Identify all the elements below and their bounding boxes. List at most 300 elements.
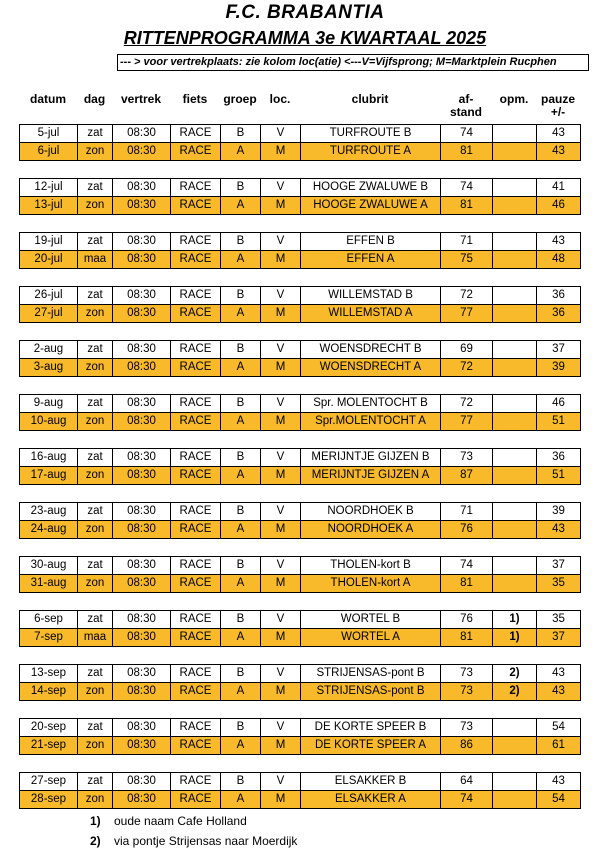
cell-fiets: RACE (171, 197, 221, 215)
cell-dag: maa (78, 629, 113, 647)
cell-dag: zat (78, 233, 113, 251)
cell-opm (493, 737, 537, 755)
spacer-cell (261, 161, 301, 179)
cell-clubrit: ELSAKKER B (301, 773, 441, 791)
spacer-row (20, 377, 581, 395)
spacer-cell (78, 269, 113, 287)
cell-dag: zon (78, 467, 113, 485)
cell-opm (493, 287, 537, 305)
cell-fiets: RACE (171, 341, 221, 359)
spacer-cell (493, 755, 537, 773)
spacer-cell (20, 377, 78, 395)
spacer-cell (20, 431, 78, 449)
cell-opm: 2) (493, 683, 537, 701)
footnote (90, 834, 297, 848)
cell-groep: B (221, 179, 261, 197)
ride-row-group-a (20, 251, 581, 269)
cell-opm (493, 773, 537, 791)
cell-afstand: 77 (441, 305, 493, 323)
header-opm: opm. (499, 92, 529, 106)
cell-clubrit: WORTEL B (301, 611, 441, 629)
cell-datum: 2-aug (20, 341, 78, 359)
cell-datum: 3-aug (20, 359, 78, 377)
cell-datum: 26-jul (20, 287, 78, 305)
spacer-cell (261, 485, 301, 503)
spacer-cell (221, 431, 261, 449)
spacer-cell (113, 323, 171, 341)
cell-opm (493, 413, 537, 431)
ride-row-group-a (20, 143, 581, 161)
spacer-cell (493, 485, 537, 503)
cell-afstand: 76 (441, 521, 493, 539)
cell-groep: A (221, 251, 261, 269)
spacer-cell (171, 539, 221, 557)
spacer-cell (537, 647, 581, 665)
cell-groep: A (221, 791, 261, 809)
spacer-cell (113, 593, 171, 611)
cell-clubrit: THOLEN-kort B (301, 557, 441, 575)
cell-pauze: 51 (537, 467, 581, 485)
cell-vertrek: 08:30 (113, 467, 171, 485)
cell-vertrek: 08:30 (113, 413, 171, 431)
cell-pauze: 43 (537, 773, 581, 791)
cell-loc: M (261, 305, 301, 323)
cell-pauze: 43 (537, 683, 581, 701)
cell-groep: A (221, 467, 261, 485)
cell-groep: A (221, 413, 261, 431)
cell-datum: 5-jul (20, 125, 78, 143)
cell-vertrek: 08:30 (113, 233, 171, 251)
cell-vertrek: 08:30 (113, 359, 171, 377)
spacer-cell (301, 431, 441, 449)
spacer-row (20, 269, 581, 287)
cell-clubrit: WILLEMSTAD A (301, 305, 441, 323)
schedule-title: RITTENPROGRAMMA 3e KWARTAAL 2025 (123, 28, 487, 48)
cell-loc: V (261, 503, 301, 521)
spacer-cell (171, 269, 221, 287)
spacer-cell (493, 593, 537, 611)
cell-datum: 12-jul (20, 179, 78, 197)
cell-opm (493, 557, 537, 575)
ride-row-group-a (20, 359, 581, 377)
spacer-cell (221, 755, 261, 773)
spacer-cell (171, 485, 221, 503)
cell-loc: M (261, 467, 301, 485)
cell-opm: 1) (493, 629, 537, 647)
cell-opm (493, 467, 537, 485)
cell-groep: A (221, 575, 261, 593)
spacer-cell (113, 215, 171, 233)
spacer-cell (221, 485, 261, 503)
cell-loc: V (261, 665, 301, 683)
cell-datum: 16-aug (20, 449, 78, 467)
cell-opm (493, 395, 537, 413)
cell-dag: zon (78, 197, 113, 215)
cell-afstand: 71 (441, 503, 493, 521)
cell-dag: zat (78, 665, 113, 683)
cell-dag: maa (78, 251, 113, 269)
ride-row-group-b (20, 395, 581, 413)
spacer-cell (171, 755, 221, 773)
cell-pauze: 46 (537, 395, 581, 413)
cell-loc: V (261, 179, 301, 197)
spacer-cell (113, 647, 171, 665)
spacer-cell (78, 647, 113, 665)
spacer-cell (537, 755, 581, 773)
header-fiets: fiets (182, 92, 208, 106)
spacer-cell (537, 593, 581, 611)
spacer-row (20, 755, 581, 773)
spacer-cell (221, 377, 261, 395)
spacer-cell (493, 269, 537, 287)
cell-loc: M (261, 143, 301, 161)
cell-opm (493, 125, 537, 143)
cell-fiets: RACE (171, 143, 221, 161)
spacer-row (20, 431, 581, 449)
spacer-cell (301, 755, 441, 773)
cell-dag: zat (78, 179, 113, 197)
cell-vertrek: 08:30 (113, 143, 171, 161)
cell-loc: V (261, 773, 301, 791)
spacer-cell (537, 269, 581, 287)
cell-vertrek: 08:30 (113, 449, 171, 467)
cell-opm (493, 575, 537, 593)
spacer-cell (78, 215, 113, 233)
cell-pauze: 54 (537, 719, 581, 737)
ride-row-group-b (20, 233, 581, 251)
cell-afstand: 87 (441, 467, 493, 485)
cell-vertrek: 08:30 (113, 251, 171, 269)
spacer-cell (20, 701, 78, 719)
cell-afstand: 72 (441, 287, 493, 305)
ride-row-group-a (20, 305, 581, 323)
spacer-cell (78, 323, 113, 341)
footnote-text: oude naam Cafe Holland (114, 814, 247, 828)
cell-fiets: RACE (171, 395, 221, 413)
ride-row-group-a (20, 467, 581, 485)
cell-clubrit: DE KORTE SPEER A (301, 737, 441, 755)
ride-row-group-b (20, 449, 581, 467)
cell-dag: zat (78, 287, 113, 305)
cell-groep: A (221, 521, 261, 539)
cell-pauze: 43 (537, 665, 581, 683)
cell-fiets: RACE (171, 719, 221, 737)
spacer-cell (537, 701, 581, 719)
cell-groep: B (221, 611, 261, 629)
cell-datum: 7-sep (20, 629, 78, 647)
cell-dag: zat (78, 449, 113, 467)
cell-vertrek: 08:30 (113, 611, 171, 629)
spacer-cell (20, 647, 78, 665)
cell-datum: 21-sep (20, 737, 78, 755)
cell-opm (493, 719, 537, 737)
cell-datum: 13-jul (20, 197, 78, 215)
spacer-cell (78, 593, 113, 611)
cell-opm (493, 449, 537, 467)
cell-loc: V (261, 233, 301, 251)
cell-afstand: 72 (441, 359, 493, 377)
cell-pauze: 43 (537, 143, 581, 161)
spacer-cell (113, 161, 171, 179)
cell-datum: 10-aug (20, 413, 78, 431)
spacer-cell (441, 755, 493, 773)
cell-pauze: 39 (537, 503, 581, 521)
cell-vertrek: 08:30 (113, 287, 171, 305)
cell-clubrit: Spr.MOLENTOCHT A (301, 413, 441, 431)
ride-row-group-a (20, 629, 581, 647)
cell-clubrit: THOLEN-kort A (301, 575, 441, 593)
location-note: --- > voor vertrekplaats: zie kolom loc(atie) <---V=Vijfsprong; M=Marktplein Rucphen (117, 54, 589, 71)
cell-afstand: 71 (441, 233, 493, 251)
cell-groep: B (221, 341, 261, 359)
cell-clubrit: NOORDHOEK A (301, 521, 441, 539)
cell-dag: zon (78, 413, 113, 431)
cell-opm (493, 251, 537, 269)
cell-fiets: RACE (171, 791, 221, 809)
cell-clubrit: TURFROUTE A (301, 143, 441, 161)
spacer-cell (171, 701, 221, 719)
cell-groep: A (221, 737, 261, 755)
cell-loc: V (261, 125, 301, 143)
cell-datum: 13-sep (20, 665, 78, 683)
cell-opm (493, 143, 537, 161)
ride-row-group-b (20, 611, 581, 629)
spacer-cell (113, 269, 171, 287)
spacer-row (20, 647, 581, 665)
spacer-cell (171, 431, 221, 449)
cell-datum: 6-sep (20, 611, 78, 629)
spacer-cell (171, 377, 221, 395)
cell-groep: B (221, 719, 261, 737)
spacer-cell (441, 431, 493, 449)
ride-row-group-a (20, 197, 581, 215)
cell-loc: V (261, 287, 301, 305)
spacer-cell (441, 539, 493, 557)
cell-pauze: 51 (537, 413, 581, 431)
cell-datum: 24-aug (20, 521, 78, 539)
cell-dag: zon (78, 737, 113, 755)
cell-groep: B (221, 665, 261, 683)
spacer-cell (301, 323, 441, 341)
cell-loc: M (261, 413, 301, 431)
cell-datum: 27-jul (20, 305, 78, 323)
cell-clubrit: STRIJENSAS-pont B (301, 683, 441, 701)
spacer-cell (113, 755, 171, 773)
cell-fiets: RACE (171, 233, 221, 251)
cell-pauze: 46 (537, 197, 581, 215)
cell-afstand: 76 (441, 611, 493, 629)
cell-fiets: RACE (171, 629, 221, 647)
spacer-row (20, 539, 581, 557)
cell-loc: V (261, 611, 301, 629)
cell-clubrit: WOENSDRECHT A (301, 359, 441, 377)
cell-datum: 6-jul (20, 143, 78, 161)
cell-afstand: 73 (441, 683, 493, 701)
cell-afstand: 81 (441, 629, 493, 647)
spacer-cell (301, 701, 441, 719)
cell-dag: zon (78, 143, 113, 161)
cell-fiets: RACE (171, 503, 221, 521)
cell-opm (493, 305, 537, 323)
spacer-cell (20, 485, 78, 503)
cell-opm: 2) (493, 665, 537, 683)
ride-row-group-b (20, 179, 581, 197)
ride-row-group-a (20, 737, 581, 755)
spacer-cell (493, 323, 537, 341)
spacer-cell (493, 647, 537, 665)
cell-fiets: RACE (171, 449, 221, 467)
spacer-cell (20, 161, 78, 179)
header-afstand (440, 93, 492, 119)
ride-row-group-b (20, 773, 581, 791)
spacer-cell (301, 593, 441, 611)
cell-vertrek: 08:30 (113, 719, 171, 737)
cell-afstand: 73 (441, 449, 493, 467)
spacer-cell (221, 593, 261, 611)
ride-row-group-a (20, 521, 581, 539)
cell-pauze: 41 (537, 179, 581, 197)
spacer-cell (441, 485, 493, 503)
spacer-cell (20, 593, 78, 611)
ride-row-group-b (20, 665, 581, 683)
header-loc: loc. (269, 92, 291, 106)
cell-dag: zon (78, 305, 113, 323)
cell-fiets: RACE (171, 665, 221, 683)
cell-fiets: RACE (171, 125, 221, 143)
cell-fiets: RACE (171, 179, 221, 197)
spacer-cell (20, 215, 78, 233)
cell-loc: M (261, 521, 301, 539)
cell-vertrek: 08:30 (113, 557, 171, 575)
cell-clubrit: HOOGE ZWALUWE A (301, 197, 441, 215)
spacer-cell (221, 323, 261, 341)
cell-fiets: RACE (171, 287, 221, 305)
spacer-cell (261, 647, 301, 665)
cell-loc: V (261, 449, 301, 467)
cell-datum: 19-jul (20, 233, 78, 251)
spacer-row (20, 593, 581, 611)
cell-fiets: RACE (171, 467, 221, 485)
cell-opm (493, 197, 537, 215)
header-pauze (536, 93, 580, 119)
ride-row-group-b (20, 341, 581, 359)
ride-row-group-a (20, 575, 581, 593)
cell-clubrit: TURFROUTE B (301, 125, 441, 143)
header-pauze-line1: pauze (540, 92, 575, 106)
ride-row-group-b (20, 287, 581, 305)
cell-vertrek: 08:30 (113, 125, 171, 143)
spacer-cell (261, 755, 301, 773)
spacer-cell (113, 431, 171, 449)
spacer-cell (221, 269, 261, 287)
cell-opm (493, 179, 537, 197)
cell-fiets: RACE (171, 683, 221, 701)
spacer-row (20, 701, 581, 719)
spacer-cell (493, 431, 537, 449)
spacer-cell (493, 377, 537, 395)
cell-vertrek: 08:30 (113, 737, 171, 755)
cell-clubrit: MERIJNTJE GIJZEN A (301, 467, 441, 485)
spacer-cell (20, 323, 78, 341)
cell-dag: zon (78, 791, 113, 809)
cell-afstand: 81 (441, 197, 493, 215)
header-dag: dag (83, 92, 106, 106)
spacer-cell (113, 701, 171, 719)
cell-dag: zat (78, 611, 113, 629)
spacer-cell (537, 485, 581, 503)
ride-row-group-b (20, 125, 581, 143)
cell-groep: B (221, 449, 261, 467)
header-datum: datum (30, 92, 66, 106)
cell-fiets: RACE (171, 557, 221, 575)
cell-loc: V (261, 341, 301, 359)
spacer-cell (301, 161, 441, 179)
cell-groep: A (221, 143, 261, 161)
spacer-cell (78, 377, 113, 395)
spacer-cell (78, 485, 113, 503)
spacer-cell (261, 593, 301, 611)
spacer-cell (261, 215, 301, 233)
cell-loc: M (261, 791, 301, 809)
cell-vertrek: 08:30 (113, 305, 171, 323)
footnote-text: via pontje Strijensas naar Moerdijk (114, 834, 298, 848)
cell-datum: 30-aug (20, 557, 78, 575)
cell-groep: A (221, 629, 261, 647)
cell-clubrit: EFFEN A (301, 251, 441, 269)
spacer-cell (441, 647, 493, 665)
cell-dag: zat (78, 395, 113, 413)
cell-pauze: 35 (537, 611, 581, 629)
spacer-cell (78, 161, 113, 179)
spacer-cell (301, 485, 441, 503)
cell-clubrit: ELSAKKER A (301, 791, 441, 809)
cell-fiets: RACE (171, 611, 221, 629)
cell-pauze: 36 (537, 305, 581, 323)
cell-pauze: 37 (537, 629, 581, 647)
cell-pauze: 61 (537, 737, 581, 755)
spacer-cell (78, 431, 113, 449)
spacer-cell (493, 215, 537, 233)
spacer-cell (78, 539, 113, 557)
cell-opm: 1) (493, 611, 537, 629)
cell-vertrek: 08:30 (113, 791, 171, 809)
spacer-cell (441, 161, 493, 179)
cell-afstand: 86 (441, 737, 493, 755)
cell-afstand: 75 (441, 251, 493, 269)
spacer-cell (537, 161, 581, 179)
footnote-number: 1) (90, 814, 101, 828)
cell-pauze: 36 (537, 287, 581, 305)
cell-clubrit: MERIJNTJE GIJZEN B (301, 449, 441, 467)
cell-loc: M (261, 197, 301, 215)
cell-clubrit: WOENSDRECHT B (301, 341, 441, 359)
cell-dag: zat (78, 341, 113, 359)
cell-datum: 23-aug (20, 503, 78, 521)
cell-groep: B (221, 395, 261, 413)
spacer-cell (537, 539, 581, 557)
cell-vertrek: 08:30 (113, 341, 171, 359)
spacer-cell (441, 701, 493, 719)
cell-vertrek: 08:30 (113, 179, 171, 197)
cell-loc: M (261, 251, 301, 269)
spacer-row (20, 323, 581, 341)
cell-afstand: 73 (441, 665, 493, 683)
spacer-cell (301, 539, 441, 557)
cell-afstand: 73 (441, 719, 493, 737)
cell-groep: B (221, 233, 261, 251)
cell-opm (493, 791, 537, 809)
cell-loc: M (261, 629, 301, 647)
